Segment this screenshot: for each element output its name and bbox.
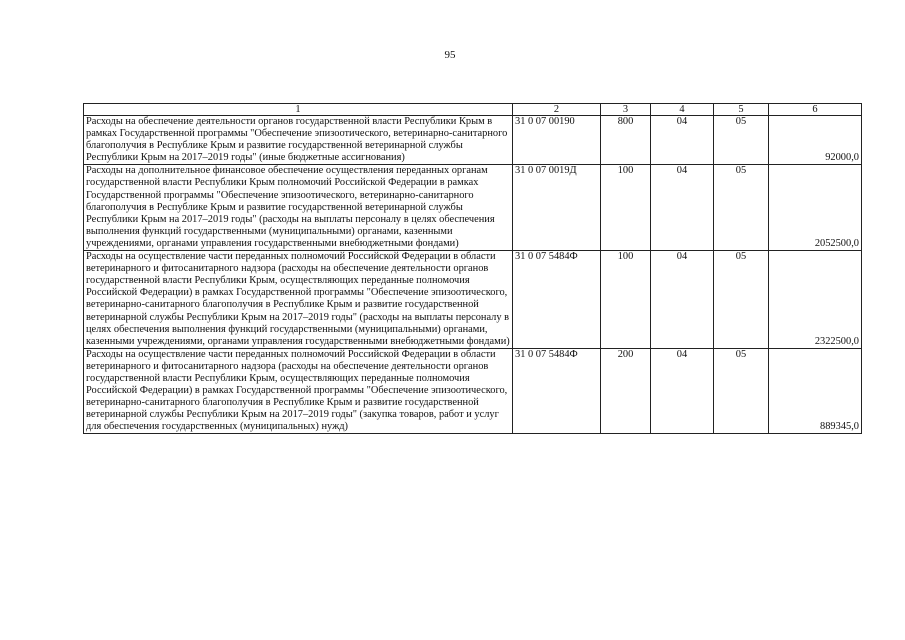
row-amount: 92000,0 <box>769 116 862 165</box>
row-subsection: 05 <box>714 165 769 251</box>
row-amount: 2052500,0 <box>769 165 862 251</box>
row-expense-type: 100 <box>601 165 651 251</box>
row-section: 04 <box>651 165 714 251</box>
row-section: 04 <box>651 348 714 434</box>
row-description: Расходы на дополнительное финансовое обеспечение осуществления переданных органам государственной власти Республики Крым полномочий Российской Федерации в рамках Государственной программы "Обеспечение эпизоотического, ветеринарно-санитарного благополучия в Республике Крым и развитие государственной ветеринарной службы Республики Крым на 2017–2019 годы" (расходы на выплаты персоналу в целях обеспечения выполнения функций государственными (муниципальными) органами, казенными учреждениями, органами управления государственными внебюджетными фондами) <box>84 165 513 251</box>
row-subsection: 05 <box>714 348 769 434</box>
page-number: 95 <box>444 49 456 61</box>
row-description: Расходы на осуществление части переданных полномочий Российской Федерации в области ветеринарного и фитосанитарного надзора (расходы на обеспечение деятельности органов государственной власти Республики Крым, осуществляющих переданные полномочия Российской Федерации) в рамках Государственной программы "Обеспечение эпизоотического, ветеринарно-санитарного благополучия в Республике Крым и развитие государственной ветеринарной службы Республики Крым на 2017–2019 годы" (закупка товаров, работ и услуг для обеспечения государственных (муниципальных) нужд) <box>84 348 513 434</box>
column-header: 1 <box>84 104 513 116</box>
row-target-code: 31 0 07 5484Ф <box>513 348 601 434</box>
row-description: Расходы на осуществление части переданных полномочий Российской Федерации в области ветеринарного и фитосанитарного надзора (расходы на обеспечение деятельности органов государственной власти Республики Крым, осуществляющих переданные полномочия Российской Федерации) в рамках Государственной программы "Обеспечение эпизоотического, ветеринарно-санитарного благополучия в Республике Крым и развитие государственной ветеринарной службы Республики Крым на 2017–2019 годы" (расходы на выплаты персоналу в целях обеспечения выполнения функций государственными (муниципальными) органами, казенными учреждениями, органами управления государственными внебюджетными фондами) <box>84 251 513 349</box>
row-target-code: 31 0 07 5484Ф <box>513 251 601 349</box>
row-description: Расходы на обеспечение деятельности органов государственной власти Республики Крым в рамках Государственной программы "Обеспечение эпизоотического, ветеринарно-санитарного благополучия в Республике Крым и развитие государственной ветеринарной службы Республики Крым на 2017–2019 годы" (иные бюджетные ассигнования) <box>84 116 513 165</box>
column-header: 5 <box>714 104 769 116</box>
column-header: 4 <box>651 104 714 116</box>
row-target-code: 31 0 07 00190 <box>513 116 601 165</box>
table-header-row <box>84 104 862 116</box>
row-expense-type: 200 <box>601 348 651 434</box>
row-expense-type: 100 <box>601 251 651 349</box>
row-amount: 889345,0 <box>769 348 862 434</box>
table-row <box>84 251 862 349</box>
budget-table <box>83 103 862 434</box>
table-row <box>84 348 862 434</box>
row-subsection: 05 <box>714 251 769 349</box>
row-section: 04 <box>651 251 714 349</box>
row-section: 04 <box>651 116 714 165</box>
table-row <box>84 116 862 165</box>
row-amount: 2322500,0 <box>769 251 862 349</box>
row-expense-type: 800 <box>601 116 651 165</box>
row-target-code: 31 0 07 0019Д <box>513 165 601 251</box>
column-header: 3 <box>601 104 651 116</box>
row-subsection: 05 <box>714 116 769 165</box>
table-row <box>84 165 862 251</box>
column-header: 2 <box>513 104 601 116</box>
column-header: 6 <box>769 104 862 116</box>
